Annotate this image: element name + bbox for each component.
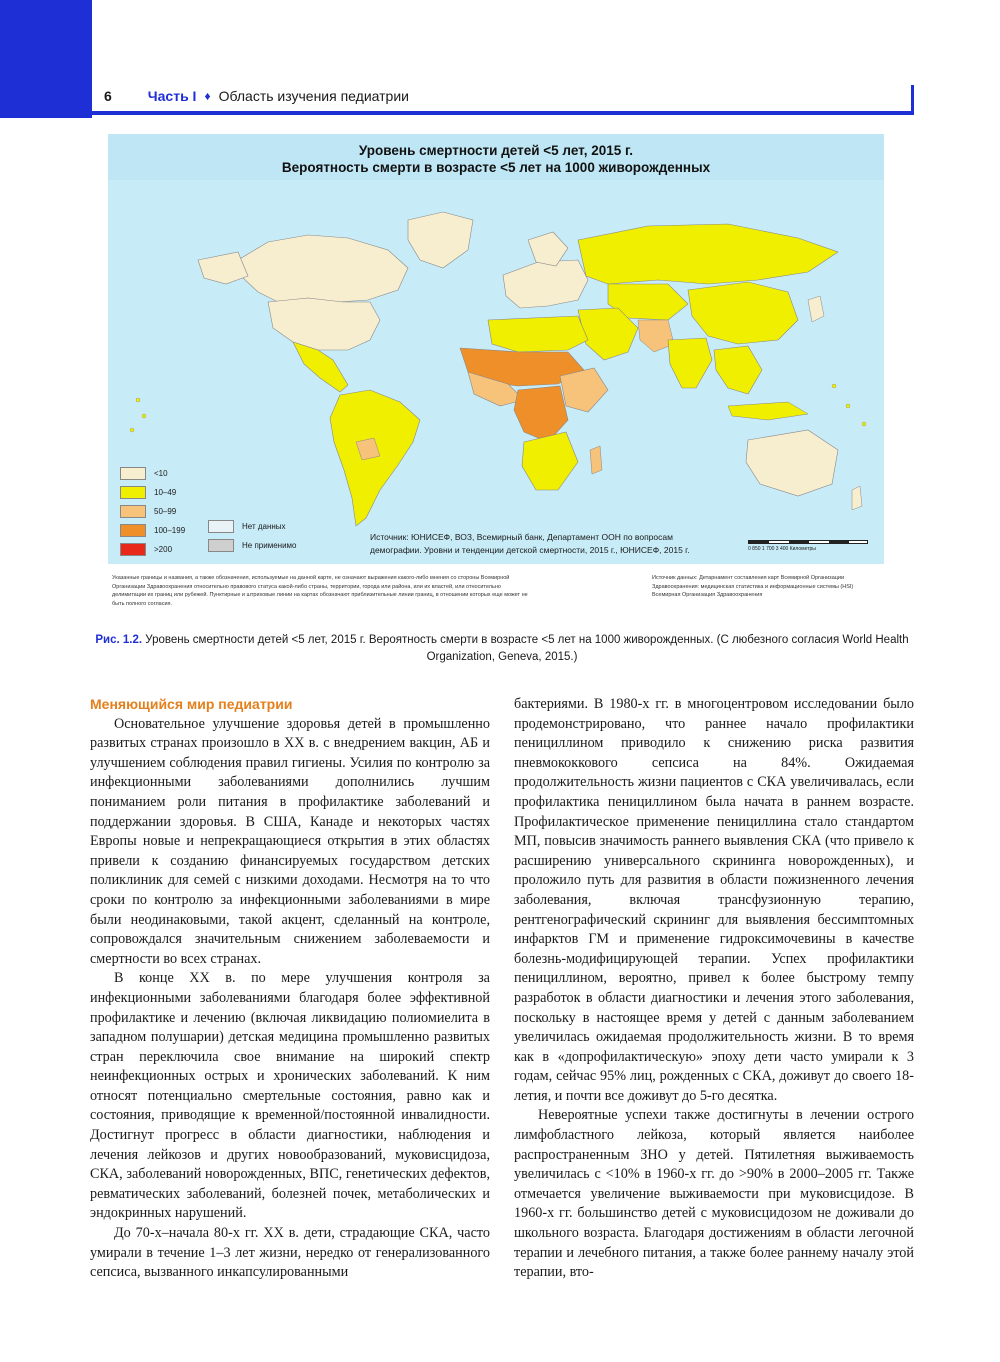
- figure-caption: [90, 632, 914, 666]
- map-region-canada: [238, 235, 408, 302]
- figure-title-line2: Вероятность смерти в возрасте <5 лет на 1000 живорожденных: [281, 160, 711, 175]
- legend-label: Не применимо: [242, 541, 297, 550]
- legend-swatch: [120, 486, 146, 499]
- legend-item: [208, 517, 296, 536]
- legend-swatch: [120, 524, 146, 537]
- legend-label: Нет данных: [242, 522, 286, 531]
- map-source: [370, 531, 730, 557]
- page-number: 6: [104, 88, 112, 104]
- map-region-southern-africa: [522, 432, 578, 490]
- caption-text: Уровень смертности детей <5 лет, 2015 г. Вероятность смерти в возрасте <5 лет на 1000 живорожденных. (С любезного согласия World Health Organization, Geneva, 2015.): [142, 634, 909, 663]
- scale-label: 0 850 1 700 3 400 Километры: [748, 546, 816, 552]
- map-island: [846, 404, 850, 408]
- map-disclaimer: Указанные границы и названия, а также обозначения, используемые на данной карте, не означают выражения какого-либо мнения со стороны Всемирной Организации Здравоохранения относительно правового статуса какой-либо страны, территории, города или района, или их властей, или относительно делимитации их границ или рубежей. Пунктирные и штриховые линии на картах обозначают приблизительные линии границ, в отношении которых еще может не быть полного согласия.: [112, 575, 528, 607]
- legend-item: [120, 464, 185, 483]
- paragraph: бактериями. В 1980-х гг. в многоцентровом исследовании было продемонстрировано, что раннее начало профилактики пенициллином приводило к снижению риска развития пневмококкового сепсиса на 84%. Ожидаемая продолжительность жизни пациентов с СКА увеличивалась, если профилактика пенициллином была начата в раннем возрасте. Профилактическое применение пенициллина стало стандартом МП, повысив значимость раннего выявления СКА (что привело к расширению универсального скрининга новорожденных), и проложило путь для развития в области пожизненного лечения заболевания, включая трансфузионную терапию, рентгенографический скрининг для выявления бессимптомных инфарктов ГМ и применение гидроксимочевины в качестве болезнь-модифицирующей терапии. Успех профилактики пенициллином, вероятно, привел к более быстрому темпу разработок в области диагностики и лечения этого заболевания, поскольку в настоящее время у детей с данным заболеванием увеличилась ожидаемая продолжительность жизни. В то время как в «допрофилактическую» эпоху дети часто умирали к 3 годам, сейчас 95% лиц, рожденных с СКА, доживут до своего 18-летия, и почти все доживут до 5-го десятка.: [514, 696, 914, 1104]
- legend-swatch: [208, 539, 234, 552]
- map-region-alaska: [198, 252, 248, 284]
- map-region-india: [668, 338, 712, 388]
- paragraph: Невероятные успехи также достигнуты в лечении острого лимфобластного лейкоза, который является наиболее распространенным ЗНО у детей. Пятилетняя выживаемость увеличилась с <10% в 1960-х гг. до >90% в 2000–2005 гг. Также отмечается увеличение выживаемости при муковисцидозе. В 1960-х гг. большинство детей с муковисцидозом не доживали до школьного возраста. Благодаря достижениям в области легочной терапии и лечебного питания, а также более раннему началу этой терапии, вто-: [514, 1107, 914, 1281]
- map-region-southeast-asia: [714, 346, 762, 394]
- figure-title-line1: Уровень смертности детей <5 лет, 2015 г.: [358, 143, 634, 158]
- map-region-north-africa: [488, 316, 588, 352]
- scale-line: [748, 540, 868, 544]
- legend-swatch: [120, 505, 146, 518]
- map-region-greenland: [408, 212, 473, 268]
- map-island: [136, 398, 140, 402]
- running-header: [104, 88, 409, 104]
- header-rule: [92, 111, 914, 115]
- world-map: [108, 180, 884, 564]
- legend-label: 50–99: [154, 507, 177, 516]
- map-region-east-africa: [560, 368, 608, 412]
- legend-label: 10–49: [154, 488, 177, 497]
- map-region-indonesia: [728, 402, 808, 420]
- map-region-new-zealand: [852, 486, 862, 510]
- caption-label: Рис. 1.2.: [95, 634, 143, 646]
- paragraph: Основательное улучшение здоровья детей в промышленно развитых странах произошло в XX в. с внедрением вакцин, АБ и улучшением соблюдения правил гигиены. Усилия по контролю за инфекционными заболеваниями дополнились лучшим пониманием роли питания в профилактике заболеваний и поддержании здоровья. В США, Канаде и некоторых частях Европы новые и непрекращающиеся открытия в этих областях привели к созданию финансируемых государством детских поликлиник для семей с низкими доходами. Несмотря на то что сроки по контролю за инфекционными заболеваниями в мире были неодинаковыми, такой акцент, сделанный на контроле, сопровождался значительным снижением заболеваемости и смертности во всех странах.: [90, 715, 490, 967]
- legend-swatch: [208, 520, 234, 533]
- map-scale-bar: [748, 534, 868, 554]
- section-label: Область изучения педиатрии: [218, 88, 409, 104]
- world-map-figure: [108, 134, 884, 564]
- map-data-source: Источник данных: Детарнамент составления карт Всемирной Организации Здравоохранения: медицинская статистика и информационные системы (HSI) Всемирная Организация Здравоохранения: [652, 575, 854, 598]
- legend-swatch: [120, 543, 146, 556]
- map-source-line2: демографии. Уровни и тенденции детской смертности, 2015 г., ЮНИСЕФ, 2015 г.: [370, 545, 690, 555]
- map-region-south-america: [330, 390, 420, 526]
- map-region-russia: [578, 224, 838, 284]
- legend-label: >200: [154, 545, 173, 554]
- map-region-usa: [268, 298, 380, 350]
- paragraph: До 70-х–начала 80-х гг. XX в. дети, страдающие СКА, часто умирали в течение 1–3 лет жизни, нередко от генерализованного сепсиса, вызванного инкапсулированными: [90, 1225, 490, 1281]
- legend-item: [120, 521, 185, 540]
- legend-swatch: [120, 467, 146, 480]
- map-island: [130, 428, 134, 432]
- map-region-japan: [808, 296, 824, 322]
- legend-item: [120, 502, 185, 521]
- map-legend: [120, 464, 185, 559]
- paragraph: В конце XX в. по мере улучшения контроля за инфекционными заболеваниями благодаря более эффективной профилактике и лечению (включая ликвидацию полиомиелита в западном полушарии) детская медицина промышленно развитых стран переключила свое внимание на широкий спектр неинфекционных острых и хронических заболеваний. К ним относят потенциально смертельные состояния, равно как и состояния, приводящие к временной/постоянной инвалидности. Достигнут прогресс в области диагностики, наблюдения и лечения лейкозов и других новообразований, муковисцидоза, СКА, заболеваний новорожденных, ВПС, генетических дефектов, ревматических заболеваний, болезней почек, метаболических и эндокринных нарушений.: [90, 970, 490, 1222]
- legend-item: [120, 483, 185, 502]
- map-island: [142, 414, 146, 418]
- map-region-china: [688, 282, 798, 344]
- map-legend-other: [208, 517, 296, 555]
- header-separator: ♦: [204, 89, 211, 103]
- column-right: [514, 695, 914, 1283]
- column-left: [90, 695, 490, 1283]
- map-island: [832, 384, 836, 388]
- map-source-line1: Источник: ЮНИСЕФ, ВОЗ, Всемирный банк, Департамент ООН по вопросам: [370, 532, 673, 542]
- map-region-australia: [746, 430, 838, 496]
- section-heading: Меняющийся мир педиатрии: [90, 696, 293, 712]
- part-label: Часть I: [147, 88, 197, 104]
- legend-label: 100–199: [154, 526, 186, 535]
- corner-color-block: [0, 0, 92, 118]
- map-region-madagascar: [590, 446, 602, 474]
- map-island: [862, 422, 866, 426]
- legend-item: [120, 540, 185, 559]
- header-rule-end: [911, 85, 914, 115]
- map-region-europe: [503, 260, 588, 308]
- legend-item: [208, 536, 296, 555]
- figure-title: [108, 142, 884, 176]
- legend-label: <10: [154, 469, 168, 478]
